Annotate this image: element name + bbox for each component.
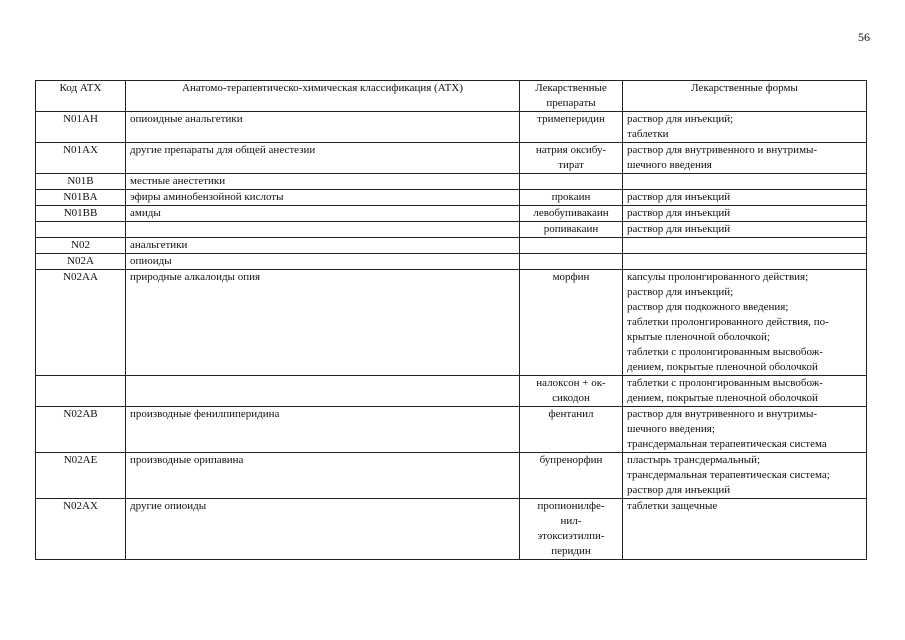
cell-code: N02AB [36, 407, 126, 453]
header-code: Код АТХ [36, 81, 126, 112]
cell-code: N02AA [36, 270, 126, 376]
cell-code: N02 [36, 238, 126, 254]
cell-classification: амиды [126, 206, 520, 222]
cell-forms: раствор для внутривенного и внутримы- шечного введения [623, 143, 867, 174]
cell-code: N02AE [36, 453, 126, 499]
table-row [36, 254, 867, 270]
table-row [36, 238, 867, 254]
cell-drug: бупренорфин [520, 453, 623, 499]
cell-drug: левобупивакаин [520, 206, 623, 222]
cell-classification: другие препараты для общей анестезии [126, 143, 520, 174]
table-row [36, 190, 867, 206]
cell-drug: пропионилфе- нил- этоксиэтилпи- перидин [520, 499, 623, 560]
cell-drug: ропивакаин [520, 222, 623, 238]
atx-table [35, 80, 867, 560]
cell-code: N01AH [36, 112, 126, 143]
cell-forms: раствор для внутривенного и внутримы- шечного введения; трансдермальная терапевтическая система [623, 407, 867, 453]
cell-drug: фентанил [520, 407, 623, 453]
cell-code: N02A [36, 254, 126, 270]
cell-drug: прокаин [520, 190, 623, 206]
header-forms: Лекарственные формы [623, 81, 867, 112]
cell-forms: раствор для инъекций [623, 222, 867, 238]
cell-forms [623, 174, 867, 190]
cell-drug [520, 238, 623, 254]
cell-classification: природные алкалоиды опия [126, 270, 520, 376]
cell-forms: раствор для инъекций; таблетки [623, 112, 867, 143]
table-row [36, 270, 867, 376]
cell-classification: эфиры аминобензойной кислоты [126, 190, 520, 206]
cell-drug: тримеперидин [520, 112, 623, 143]
cell-classification: другие опиоиды [126, 499, 520, 560]
cell-forms: таблетки с пролонгированным высвобож- дением, покрытые пленочной оболочкой [623, 376, 867, 407]
cell-classification: местные анестетики [126, 174, 520, 190]
cell-drug [520, 174, 623, 190]
table-row [36, 206, 867, 222]
cell-drug: натрия оксибу- тират [520, 143, 623, 174]
cell-classification: производные фенилпиперидина [126, 407, 520, 453]
table-row [36, 407, 867, 453]
cell-forms [623, 238, 867, 254]
cell-code: N01BA [36, 190, 126, 206]
cell-forms: капсулы пролонгированного действия; раствор для инъекций; раствор для подкожного введения; таблетки пролонгированного действия, по- крытые пленочной оболочкой; таблетки с пролонгированным высвобож- дением, покрытые пленочной оболочкой [623, 270, 867, 376]
table-row [36, 376, 867, 407]
cell-forms [623, 254, 867, 270]
header-classification: Анатомо-терапевтическо-химическая классификация (АТХ) [126, 81, 520, 112]
cell-code: N01BB [36, 206, 126, 222]
cell-forms: пластырь трансдермальный; трансдермальная терапевтическая система; раствор для инъекций [623, 453, 867, 499]
cell-classification: анальгетики [126, 238, 520, 254]
page-number: 56 [858, 30, 870, 44]
cell-code: N02AX [36, 499, 126, 560]
table-row [36, 222, 867, 238]
table-row [36, 453, 867, 499]
cell-code [36, 222, 126, 238]
cell-code [36, 376, 126, 407]
cell-code: N01B [36, 174, 126, 190]
cell-classification [126, 376, 520, 407]
table-header-row [36, 81, 867, 112]
cell-drug: морфин [520, 270, 623, 376]
cell-drug [520, 254, 623, 270]
header-drugs: Лекарственные препараты [520, 81, 623, 112]
table-row [36, 143, 867, 174]
cell-classification: опиоиды [126, 254, 520, 270]
cell-classification: опиоидные анальгетики [126, 112, 520, 143]
table-row [36, 112, 867, 143]
cell-classification [126, 222, 520, 238]
cell-forms: таблетки защечные [623, 499, 867, 560]
cell-forms: раствор для инъекций [623, 206, 867, 222]
table-row [36, 174, 867, 190]
table-row [36, 499, 867, 560]
cell-classification: производные орипавина [126, 453, 520, 499]
cell-drug: налоксон + ок- сикодон [520, 376, 623, 407]
cell-forms: раствор для инъекций [623, 190, 867, 206]
cell-code: N01AX [36, 143, 126, 174]
